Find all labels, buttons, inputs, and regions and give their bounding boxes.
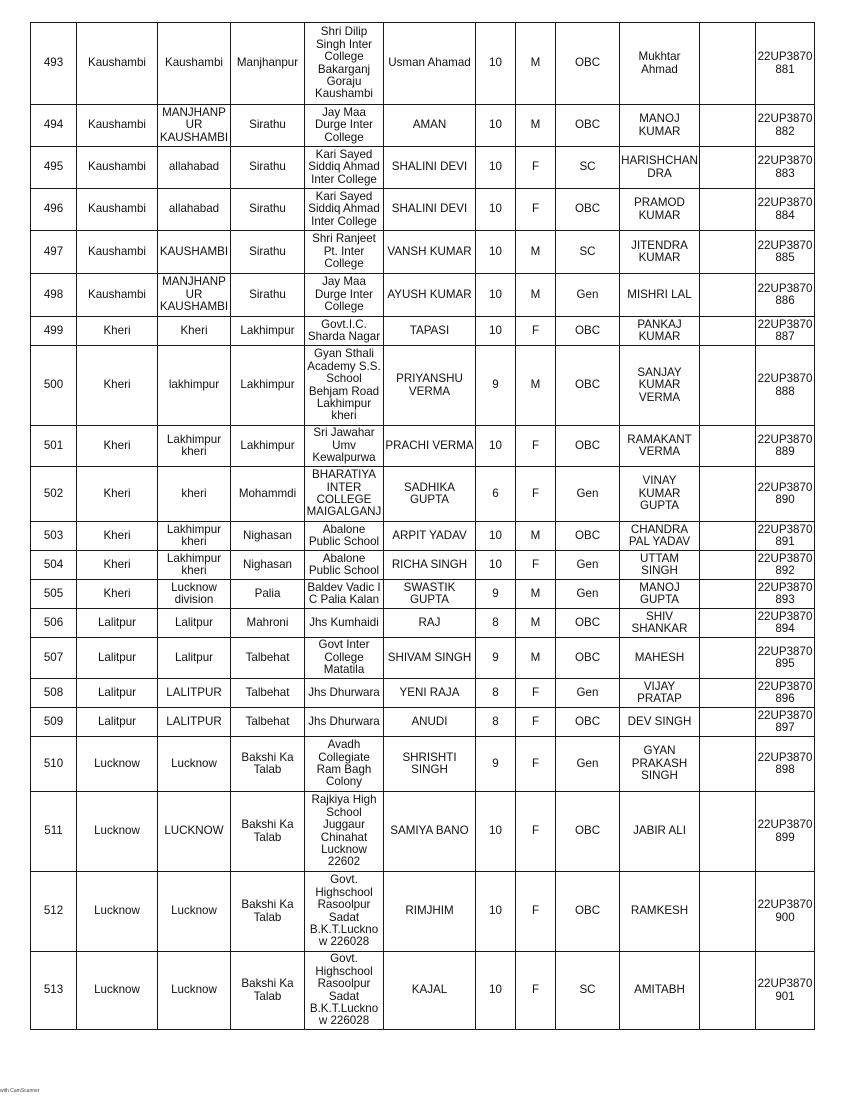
student-name-cell: SHRISHTI SINGH — [384, 737, 476, 792]
student-name-cell: RAJ — [384, 609, 476, 638]
serial-number-cell: 498 — [31, 274, 77, 317]
registration-code-cell: 22UP3870 898 — [756, 737, 815, 792]
table-row — [31, 274, 815, 317]
district-cell: Kheri — [77, 346, 158, 426]
registration-code-cell: 22UP3870 900 — [756, 872, 815, 952]
block-cell: Lakhimpur — [231, 426, 305, 467]
father-name-cell: MISHRI LAL — [620, 274, 700, 317]
block-cell: Talbehat — [231, 679, 305, 708]
serial-number-cell: 500 — [31, 346, 77, 426]
city-cell: MANJHANP UR KAUSHAMBI — [158, 274, 231, 317]
blank-cell — [700, 317, 756, 346]
class-cell: 10 — [476, 231, 516, 274]
city-cell: kheri — [158, 467, 231, 522]
table-row — [31, 231, 815, 274]
registration-code-cell: 22UP3870 887 — [756, 317, 815, 346]
school-cell: Jay Maa Durge Inter College — [305, 105, 384, 147]
category-cell: Gen — [556, 737, 620, 792]
gender-cell: F — [516, 737, 556, 792]
city-cell: LUCKNOW — [158, 792, 231, 872]
class-cell: 10 — [476, 317, 516, 346]
gender-cell: M — [516, 274, 556, 317]
blank-cell — [700, 105, 756, 147]
district-cell: Kheri — [77, 467, 158, 522]
student-name-cell: AMAN — [384, 105, 476, 147]
district-cell: Kaushambi — [77, 274, 158, 317]
class-cell: 10 — [476, 274, 516, 317]
blank-cell — [700, 609, 756, 638]
table-row — [31, 105, 815, 147]
serial-number-cell: 503 — [31, 522, 77, 551]
block-cell: Talbehat — [231, 708, 305, 737]
student-name-cell: SWASTIK GUPTA — [384, 580, 476, 609]
blank-cell — [700, 638, 756, 679]
category-cell: OBC — [556, 426, 620, 467]
registration-code-cell: 22UP3870 890 — [756, 467, 815, 522]
block-cell: Sirathu — [231, 189, 305, 231]
blank-cell — [700, 426, 756, 467]
father-name-cell: SANJAY KUMAR VERMA — [620, 346, 700, 426]
student-register-table — [30, 22, 815, 1030]
student-name-cell: Usman Ahamad — [384, 23, 476, 105]
class-cell: 10 — [476, 426, 516, 467]
blank-cell — [700, 274, 756, 317]
student-name-cell: SHALINI DEVI — [384, 147, 476, 189]
father-name-cell: DEV SINGH — [620, 708, 700, 737]
school-cell: Abalone Public School — [305, 551, 384, 580]
serial-number-cell: 496 — [31, 189, 77, 231]
school-cell: BHARATIYA INTER COLLEGE MAIGALGANJ — [305, 467, 384, 522]
category-cell: SC — [556, 147, 620, 189]
district-cell: Kaushambi — [77, 231, 158, 274]
class-cell: 10 — [476, 147, 516, 189]
table-row — [31, 426, 815, 467]
class-cell: 10 — [476, 792, 516, 872]
category-cell: OBC — [556, 609, 620, 638]
student-name-cell: PRIYANSHU VERMA — [384, 346, 476, 426]
serial-number-cell: 506 — [31, 609, 77, 638]
block-cell: Mohammdi — [231, 467, 305, 522]
category-cell: OBC — [556, 522, 620, 551]
category-cell: Gen — [556, 580, 620, 609]
serial-number-cell: 505 — [31, 580, 77, 609]
gender-cell: F — [516, 872, 556, 952]
table-row — [31, 737, 815, 792]
block-cell: Bakshi Ka Talab — [231, 952, 305, 1030]
district-cell: Lucknow — [77, 792, 158, 872]
city-cell: allahabad — [158, 147, 231, 189]
father-name-cell: JABIR ALI — [620, 792, 700, 872]
blank-cell — [700, 737, 756, 792]
registration-code-cell: 22UP3870 892 — [756, 551, 815, 580]
district-cell: Lucknow — [77, 952, 158, 1030]
block-cell: Palia — [231, 580, 305, 609]
district-cell: Lalitpur — [77, 609, 158, 638]
serial-number-cell: 504 — [31, 551, 77, 580]
city-cell: lakhimpur — [158, 346, 231, 426]
school-cell: Kari Sayed Siddiq Ahmad Inter College — [305, 147, 384, 189]
registration-code-cell: 22UP3870 888 — [756, 346, 815, 426]
gender-cell: F — [516, 679, 556, 708]
category-cell: OBC — [556, 105, 620, 147]
class-cell: 8 — [476, 609, 516, 638]
school-cell: Avadh Collegiate Ram Bagh Colony — [305, 737, 384, 792]
father-name-cell: MANOJ GUPTA — [620, 580, 700, 609]
block-cell: Sirathu — [231, 147, 305, 189]
city-cell: MANJHANP UR KAUSHAMBI — [158, 105, 231, 147]
city-cell: allahabad — [158, 189, 231, 231]
category-cell: SC — [556, 231, 620, 274]
category-cell: OBC — [556, 638, 620, 679]
block-cell: Manjhanpur — [231, 23, 305, 105]
student-name-cell: RICHA SINGH — [384, 551, 476, 580]
school-cell: Jhs Kumhaidi — [305, 609, 384, 638]
registration-code-cell: 22UP3870 899 — [756, 792, 815, 872]
table-row — [31, 638, 815, 679]
category-cell: OBC — [556, 708, 620, 737]
district-cell: Lalitpur — [77, 679, 158, 708]
gender-cell: M — [516, 346, 556, 426]
table-row — [31, 522, 815, 551]
district-cell: Kaushambi — [77, 189, 158, 231]
city-cell: Lucknow — [158, 872, 231, 952]
category-cell: Gen — [556, 679, 620, 708]
gender-cell: F — [516, 792, 556, 872]
registration-code-cell: 22UP3870 882 — [756, 105, 815, 147]
student-name-cell: SADHIKA GUPTA — [384, 467, 476, 522]
serial-number-cell: 510 — [31, 737, 77, 792]
block-cell: Bakshi Ka Talab — [231, 792, 305, 872]
district-cell: Lucknow — [77, 872, 158, 952]
gender-cell: M — [516, 609, 556, 638]
father-name-cell: RAMKESH — [620, 872, 700, 952]
registration-code-cell: 22UP3870 895 — [756, 638, 815, 679]
registration-code-cell: 22UP3870 889 — [756, 426, 815, 467]
gender-cell: F — [516, 317, 556, 346]
class-cell: 10 — [476, 522, 516, 551]
table-row — [31, 147, 815, 189]
gender-cell: M — [516, 580, 556, 609]
class-cell: 10 — [476, 952, 516, 1030]
registration-code-cell: 22UP3870 901 — [756, 952, 815, 1030]
class-cell: 10 — [476, 551, 516, 580]
father-name-cell: JITENDRA KUMAR — [620, 231, 700, 274]
city-cell: KAUSHAMBI — [158, 231, 231, 274]
father-name-cell: MAHESH — [620, 638, 700, 679]
table-row — [31, 679, 815, 708]
father-name-cell: PANKAJ KUMAR — [620, 317, 700, 346]
gender-cell: M — [516, 522, 556, 551]
gender-cell: F — [516, 551, 556, 580]
gender-cell: F — [516, 952, 556, 1030]
registration-code-cell: 22UP3870 883 — [756, 147, 815, 189]
father-name-cell: UTTAM SINGH — [620, 551, 700, 580]
category-cell: Gen — [556, 467, 620, 522]
city-cell: LALITPUR — [158, 679, 231, 708]
block-cell: Lakhimpur — [231, 346, 305, 426]
class-cell: 10 — [476, 105, 516, 147]
gender-cell: M — [516, 231, 556, 274]
class-cell: 8 — [476, 708, 516, 737]
block-cell: Talbehat — [231, 638, 305, 679]
class-cell: 10 — [476, 872, 516, 952]
father-name-cell: VINAY KUMAR GUPTA — [620, 467, 700, 522]
father-name-cell: VIJAY PRATAP — [620, 679, 700, 708]
category-cell: OBC — [556, 872, 620, 952]
student-name-cell: VANSH KUMAR — [384, 231, 476, 274]
blank-cell — [700, 231, 756, 274]
class-cell: 10 — [476, 189, 516, 231]
blank-cell — [700, 147, 756, 189]
school-cell: Rajkiya High School Juggaur Chinahat Lucknow 22602 — [305, 792, 384, 872]
serial-number-cell: 511 — [31, 792, 77, 872]
serial-number-cell: 507 — [31, 638, 77, 679]
city-cell: Lucknow — [158, 737, 231, 792]
father-name-cell: SHIV SHANKAR — [620, 609, 700, 638]
gender-cell: F — [516, 708, 556, 737]
student-name-cell: PRACHI VERMA — [384, 426, 476, 467]
block-cell: Nighasan — [231, 551, 305, 580]
school-cell: Jhs Dhurwara — [305, 708, 384, 737]
serial-number-cell: 513 — [31, 952, 77, 1030]
gender-cell: F — [516, 189, 556, 231]
gender-cell: F — [516, 426, 556, 467]
district-cell: Kheri — [77, 580, 158, 609]
student-name-cell: ARPIT YADAV — [384, 522, 476, 551]
student-name-cell: TAPASI — [384, 317, 476, 346]
student-name-cell: SHIVAM SINGH — [384, 638, 476, 679]
serial-number-cell: 499 — [31, 317, 77, 346]
class-cell: 8 — [476, 679, 516, 708]
category-cell: OBC — [556, 792, 620, 872]
blank-cell — [700, 872, 756, 952]
city-cell: Lakhimpur kheri — [158, 426, 231, 467]
district-cell: Kaushambi — [77, 147, 158, 189]
table-row — [31, 467, 815, 522]
district-cell: Kheri — [77, 317, 158, 346]
table-row — [31, 317, 815, 346]
school-cell: Baldev Vadic I C Palia Kalan — [305, 580, 384, 609]
blank-cell — [700, 189, 756, 231]
table-row — [31, 551, 815, 580]
student-name-cell: SAMIYA BANO — [384, 792, 476, 872]
school-cell: Govt. Highschool Rasoolpur Sadat B.K.T.Lucknow 226028 — [305, 872, 384, 952]
registration-code-cell: 22UP3870 881 — [756, 23, 815, 105]
table-row — [31, 872, 815, 952]
district-cell: Kheri — [77, 551, 158, 580]
district-cell: Kaushambi — [77, 105, 158, 147]
school-cell: Jhs Dhurwara — [305, 679, 384, 708]
father-name-cell: CHANDRA PAL YADAV — [620, 522, 700, 551]
registration-code-cell: 22UP3870 897 — [756, 708, 815, 737]
category-cell: SC — [556, 952, 620, 1030]
gender-cell: M — [516, 23, 556, 105]
table-row — [31, 952, 815, 1030]
block-cell: Nighasan — [231, 522, 305, 551]
gender-cell: M — [516, 105, 556, 147]
blank-cell — [700, 23, 756, 105]
block-cell: Lakhimpur — [231, 317, 305, 346]
block-cell: Mahroni — [231, 609, 305, 638]
serial-number-cell: 494 — [31, 105, 77, 147]
father-name-cell: PRAMOD KUMAR — [620, 189, 700, 231]
serial-number-cell: 502 — [31, 467, 77, 522]
city-cell: Lucknow division — [158, 580, 231, 609]
school-cell: Jay Maa Durge Inter College — [305, 274, 384, 317]
category-cell: OBC — [556, 346, 620, 426]
serial-number-cell: 501 — [31, 426, 77, 467]
table-row — [31, 708, 815, 737]
school-cell: Sri Jawahar Umv Kewalpurwa — [305, 426, 384, 467]
serial-number-cell: 509 — [31, 708, 77, 737]
block-cell: Bakshi Ka Talab — [231, 872, 305, 952]
city-cell: Lucknow — [158, 952, 231, 1030]
city-cell: Lakhimpur kheri — [158, 551, 231, 580]
category-cell: OBC — [556, 23, 620, 105]
category-cell: OBC — [556, 189, 620, 231]
father-name-cell: AMITABH — [620, 952, 700, 1030]
father-name-cell: Mukhtar Ahmad — [620, 23, 700, 105]
table-row — [31, 189, 815, 231]
registration-code-cell: 22UP3870 894 — [756, 609, 815, 638]
blank-cell — [700, 522, 756, 551]
table-body — [31, 23, 815, 1030]
school-cell: Govt Inter College Matatila — [305, 638, 384, 679]
blank-cell — [700, 580, 756, 609]
district-cell: Kheri — [77, 426, 158, 467]
block-cell: Sirathu — [231, 274, 305, 317]
blank-cell — [700, 952, 756, 1030]
blank-cell — [700, 551, 756, 580]
city-cell: Kaushambi — [158, 23, 231, 105]
district-cell: Lalitpur — [77, 708, 158, 737]
class-cell: 9 — [476, 346, 516, 426]
city-cell: Lakhimpur kheri — [158, 522, 231, 551]
registration-code-cell: 22UP3870 884 — [756, 189, 815, 231]
school-cell: Govt. Highschool Rasoolpur Sadat B.K.T.Lucknow 226028 — [305, 952, 384, 1030]
table-row — [31, 609, 815, 638]
father-name-cell: GYAN PRAKASH SINGH — [620, 737, 700, 792]
student-name-cell: AYUSH KUMAR — [384, 274, 476, 317]
city-cell: Lalitpur — [158, 638, 231, 679]
serial-number-cell: 493 — [31, 23, 77, 105]
student-name-cell: KAJAL — [384, 952, 476, 1030]
registration-code-cell: 22UP3870 885 — [756, 231, 815, 274]
student-name-cell: RIMJHIM — [384, 872, 476, 952]
blank-cell — [700, 346, 756, 426]
block-cell: Bakshi Ka Talab — [231, 737, 305, 792]
class-cell: 9 — [476, 737, 516, 792]
serial-number-cell: 508 — [31, 679, 77, 708]
father-name-cell: MANOJ KUMAR — [620, 105, 700, 147]
registration-code-cell: 22UP3870 886 — [756, 274, 815, 317]
student-name-cell: SHALINI DEVI — [384, 189, 476, 231]
city-cell: Kheri — [158, 317, 231, 346]
scanner-watermark: with CamScanner — [0, 1088, 40, 1094]
registration-code-cell: 22UP3870 891 — [756, 522, 815, 551]
class-cell: 9 — [476, 580, 516, 609]
gender-cell: F — [516, 147, 556, 189]
table-row — [31, 792, 815, 872]
district-cell: Kaushambi — [77, 23, 158, 105]
registration-code-cell: 22UP3870 893 — [756, 580, 815, 609]
registration-code-cell: 22UP3870 896 — [756, 679, 815, 708]
school-cell: Abalone Public School — [305, 522, 384, 551]
block-cell: Sirathu — [231, 105, 305, 147]
table-row — [31, 580, 815, 609]
class-cell: 6 — [476, 467, 516, 522]
school-cell: Shri Dilip Singh Inter College Bakarganj Goraju Kaushambi — [305, 23, 384, 105]
serial-number-cell: 497 — [31, 231, 77, 274]
category-cell: Gen — [556, 551, 620, 580]
class-cell: 9 — [476, 638, 516, 679]
father-name-cell: RAMAKANT VERMA — [620, 426, 700, 467]
block-cell: Sirathu — [231, 231, 305, 274]
city-cell: LALITPUR — [158, 708, 231, 737]
school-cell: Shri Ranjeet Pt. Inter College — [305, 231, 384, 274]
school-cell: Gyan Sthali Academy S.S. School Behjam Road Lakhimpur kheri — [305, 346, 384, 426]
gender-cell: M — [516, 638, 556, 679]
table-row — [31, 346, 815, 426]
district-cell: Lalitpur — [77, 638, 158, 679]
school-cell: Kari Sayed Siddiq Ahmad Inter College — [305, 189, 384, 231]
category-cell: Gen — [556, 274, 620, 317]
serial-number-cell: 495 — [31, 147, 77, 189]
class-cell: 10 — [476, 23, 516, 105]
table-row — [31, 23, 815, 105]
father-name-cell: HARISHCHAN DRA — [620, 147, 700, 189]
district-cell: Kheri — [77, 522, 158, 551]
student-name-cell: YENI RAJA — [384, 679, 476, 708]
blank-cell — [700, 708, 756, 737]
gender-cell: F — [516, 467, 556, 522]
category-cell: OBC — [556, 317, 620, 346]
blank-cell — [700, 792, 756, 872]
serial-number-cell: 512 — [31, 872, 77, 952]
blank-cell — [700, 467, 756, 522]
student-name-cell: ANUDI — [384, 708, 476, 737]
district-cell: Lucknow — [77, 737, 158, 792]
blank-cell — [700, 679, 756, 708]
school-cell: Govt.I.C. Sharda Nagar — [305, 317, 384, 346]
city-cell: Lalitpur — [158, 609, 231, 638]
